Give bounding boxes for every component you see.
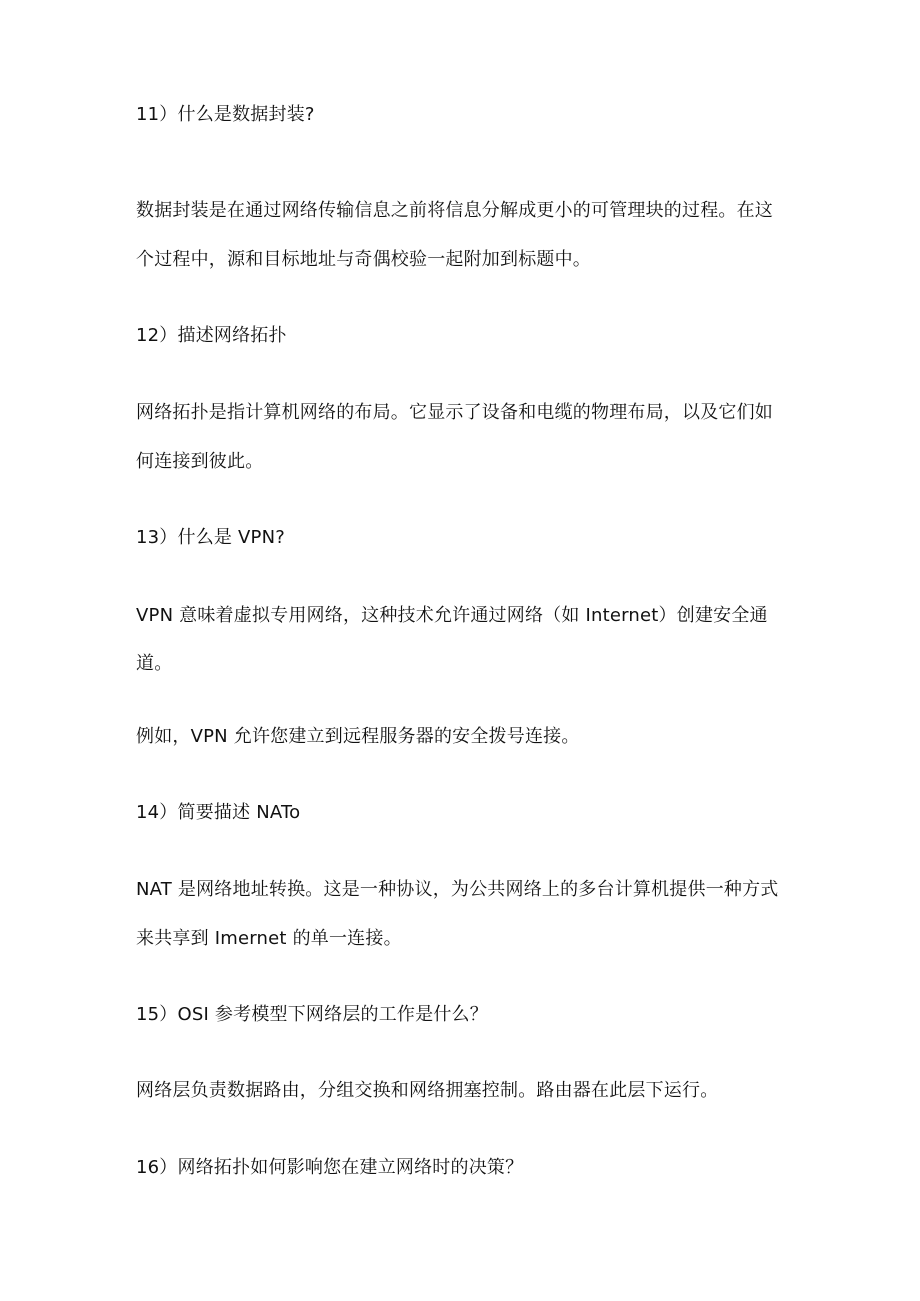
answer-line: 何连接到彼此。 xyxy=(136,451,264,472)
question-heading: 15）OSI 参考模型下网络层的工作是什么？ xyxy=(136,1004,488,1025)
answer-line: 个过程中，源和目标地址与奇偶校验一起附加到标题中。 xyxy=(136,249,591,270)
answer-line: 例如，VPN 允许您建立到远程服务器的安全拨号连接。 xyxy=(136,726,580,747)
answer-line: 网络拓扑是指计算机网络的布局。它显示了设备和电缆的物理布局，以及它们如 xyxy=(136,402,773,423)
answer-line: 网络层负责数据路由，分组交换和网络拥塞控制。路由器在此层下运行。 xyxy=(136,1080,719,1101)
question-heading: 16）网络拓扑如何影响您在建立网络时的决策？ xyxy=(136,1157,524,1178)
question-heading: 12）描述网络拓扑 xyxy=(136,325,287,346)
answer-line: NAT 是网络地址转换。这是一种协议，为公共网络上的多台计算机提供一种方式 xyxy=(136,879,779,900)
answer-line: VPN 意味着虚拟专用网络，这种技术允许通过网络（如 Internet）创建安全通 xyxy=(136,605,768,626)
question-heading: 14）简要描述 NATo xyxy=(136,802,301,823)
question-heading: 13）什么是 VPN? xyxy=(136,527,286,548)
answer-line: 来共享到 Imernet 的单一连接。 xyxy=(136,928,402,949)
answer-line: 数据封装是在通过网络传输信息之前将信息分解成更小的可管理块的过程。在这 xyxy=(136,200,773,221)
answer-line: 道。 xyxy=(136,653,173,674)
question-heading: 11）什么是数据封装? xyxy=(136,104,315,125)
